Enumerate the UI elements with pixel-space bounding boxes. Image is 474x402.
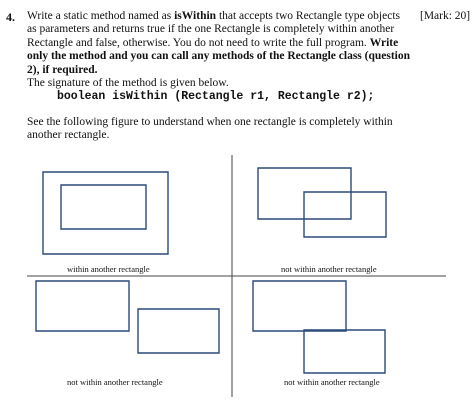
method-name: isWithin bbox=[174, 10, 217, 22]
question-intro: Write a static method named as bbox=[27, 10, 175, 22]
question-description: that accepts two Rectangle type objects as parameters and returns true if the one Rectangle is completely within another Rectangle and false, otherwise. You do not need to write the full program. bbox=[27, 10, 400, 49]
caption-within: within another rectangle bbox=[67, 264, 150, 274]
caption-not-within: not within another rectangle bbox=[284, 377, 380, 387]
rectangle-b bbox=[304, 330, 385, 373]
rectangle-a bbox=[253, 281, 346, 331]
inner-rectangle bbox=[61, 185, 146, 229]
rectangle-b bbox=[138, 309, 219, 353]
caption-not-within: not within another rectangle bbox=[281, 264, 377, 274]
signature-intro: The signature of the method is given below. bbox=[27, 77, 229, 90]
marks-label: [Mark: 20] bbox=[420, 10, 471, 22]
rectangle-a bbox=[36, 281, 129, 331]
figure-intro: See the following figure to understand when one rectangle is completely within another rectangle. bbox=[27, 115, 393, 142]
question-number: 4. bbox=[6, 10, 15, 24]
rectangle-b bbox=[304, 192, 386, 237]
bold-instruction: Write only the method and you can call any methods of the Rectangle class (question 2), if required. bbox=[27, 36, 411, 76]
caption-not-within: not within another rectangle bbox=[67, 377, 163, 387]
method-signature: boolean isWithin (Rectangle r1, Rectangle r2); bbox=[57, 90, 375, 104]
